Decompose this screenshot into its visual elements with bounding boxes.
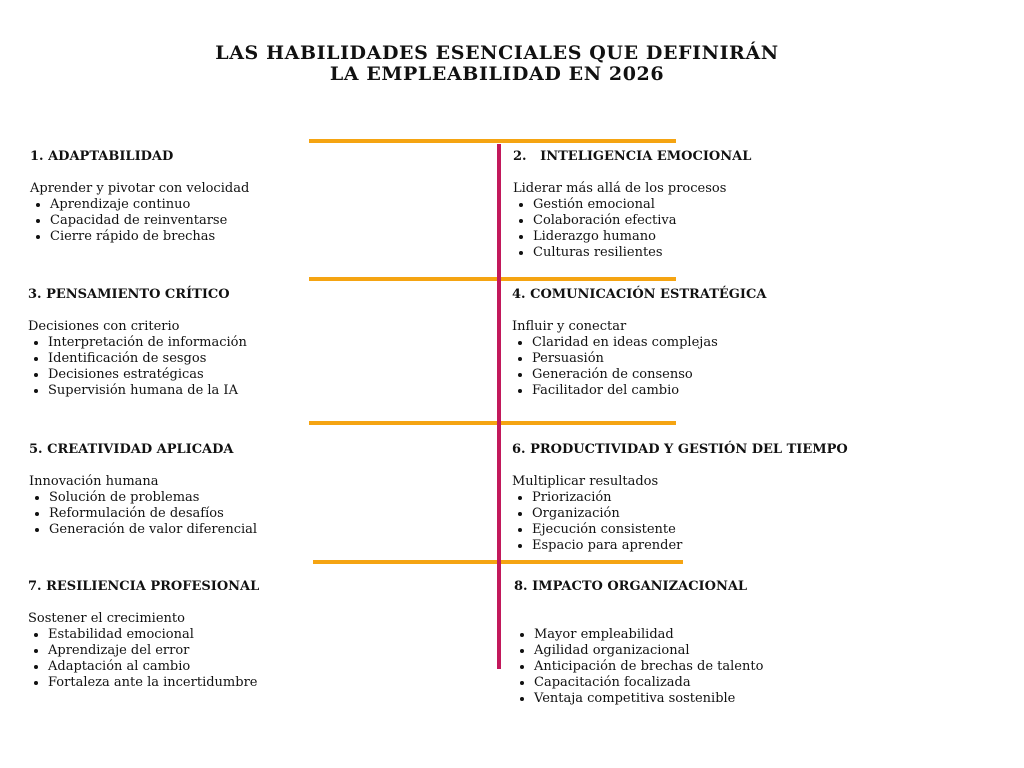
list-item: Generación de valor diferencial bbox=[49, 522, 359, 538]
list-item: Capacidad de reinventarse bbox=[50, 213, 360, 229]
section-intro: Sostener el crecimiento bbox=[28, 611, 185, 626]
list-item: Claridad en ideas complejas bbox=[532, 335, 852, 351]
list-item: Estabilidad emocional bbox=[48, 627, 358, 643]
list-item: Supervisión humana de la IA bbox=[48, 383, 358, 399]
section-intro bbox=[514, 611, 854, 627]
list-item: Reformulación de desafíos bbox=[49, 506, 359, 522]
section-impacto-organizacional bbox=[514, 579, 854, 707]
list-item: Facilitador del cambio bbox=[532, 383, 852, 399]
list-item: Decisiones estratégicas bbox=[48, 367, 358, 383]
section-heading: 1. ADAPTABILIDAD bbox=[30, 149, 174, 164]
list-item: Generación de consenso bbox=[532, 367, 852, 383]
bullet-list bbox=[29, 490, 359, 538]
list-item: Liderazgo humano bbox=[533, 229, 853, 245]
section-productividad bbox=[512, 442, 852, 554]
list-item: Capacitación focalizada bbox=[534, 675, 854, 691]
section-heading: 4. COMUNICACIÓN ESTRATÉGICA bbox=[512, 287, 767, 302]
section-intro: Multiplicar resultados bbox=[512, 474, 659, 489]
section-heading: 5. CREATIVIDAD APLICADA bbox=[29, 442, 234, 457]
bullet-list bbox=[514, 627, 854, 707]
divider-horizontal-3 bbox=[309, 421, 676, 425]
section-heading: 8. IMPACTO ORGANIZACIONAL bbox=[514, 579, 748, 594]
bullet-list bbox=[30, 197, 360, 245]
list-item: Gestión emocional bbox=[533, 197, 853, 213]
section-intro: Aprender y pivotar con velocidad bbox=[30, 181, 250, 196]
list-item: Espacio para aprender bbox=[532, 538, 852, 554]
list-item: Solución de problemas bbox=[49, 490, 359, 506]
list-item: Mayor empleabilidad bbox=[534, 627, 854, 643]
list-item: Priorización bbox=[532, 490, 852, 506]
section-adaptabilidad bbox=[30, 149, 360, 245]
section-intro: Influir y conectar bbox=[512, 319, 627, 334]
list-item: Interpretación de información bbox=[48, 335, 358, 351]
list-item: Identificación de sesgos bbox=[48, 351, 358, 367]
list-item: Aprendizaje del error bbox=[48, 643, 358, 659]
list-item: Ventaja competitiva sostenible bbox=[534, 691, 854, 707]
list-item: Adaptación al cambio bbox=[48, 659, 358, 675]
bullet-list bbox=[512, 490, 852, 554]
title-line-2: LA EMPLEABILIDAD EN 2026 bbox=[329, 63, 665, 85]
list-item: Colaboración efectiva bbox=[533, 213, 853, 229]
list-item: Organización bbox=[532, 506, 852, 522]
list-item: Persuasión bbox=[532, 351, 852, 367]
divider-vertical bbox=[497, 144, 501, 669]
list-item: Cierre rápido de brechas bbox=[50, 229, 360, 245]
bullet-list bbox=[512, 335, 852, 399]
section-inteligencia-emocional bbox=[513, 149, 853, 261]
list-item: Anticipación de brechas de talento bbox=[534, 659, 854, 675]
section-heading: 3. PENSAMIENTO CRÍTICO bbox=[28, 287, 230, 302]
section-intro: Innovación humana bbox=[29, 474, 159, 489]
bullet-list bbox=[28, 335, 358, 399]
section-heading: 7. RESILIENCIA PROFESIONAL bbox=[28, 579, 260, 594]
section-creatividad-aplicada bbox=[29, 442, 359, 538]
section-heading: 6. PRODUCTIVIDAD Y GESTIÓN DEL TIEMPO bbox=[512, 442, 848, 457]
list-item: Agilidad organizacional bbox=[534, 643, 854, 659]
list-item: Culturas resilientes bbox=[533, 245, 853, 261]
section-pensamiento-critico bbox=[28, 287, 358, 399]
section-intro: Liderar más allá de los procesos bbox=[513, 181, 727, 196]
list-item: Fortaleza ante la incertidumbre bbox=[48, 675, 358, 691]
section-resiliencia-profesional bbox=[28, 579, 358, 691]
list-item: Aprendizaje continuo bbox=[50, 197, 360, 213]
bullet-list bbox=[28, 627, 358, 691]
title-line-1: LAS HABILIDADES ESENCIALES QUE DEFINIRÁN bbox=[215, 42, 779, 64]
bullet-list bbox=[513, 197, 853, 261]
divider-horizontal-1 bbox=[309, 139, 676, 143]
section-intro: Decisiones con criterio bbox=[28, 319, 180, 334]
page-title bbox=[0, 43, 994, 85]
divider-horizontal-2 bbox=[309, 277, 676, 281]
section-comunicacion-estrategica bbox=[512, 287, 852, 399]
section-heading: 2. INTELIGENCIA EMOCIONAL bbox=[513, 149, 752, 164]
list-item: Ejecución consistente bbox=[532, 522, 852, 538]
